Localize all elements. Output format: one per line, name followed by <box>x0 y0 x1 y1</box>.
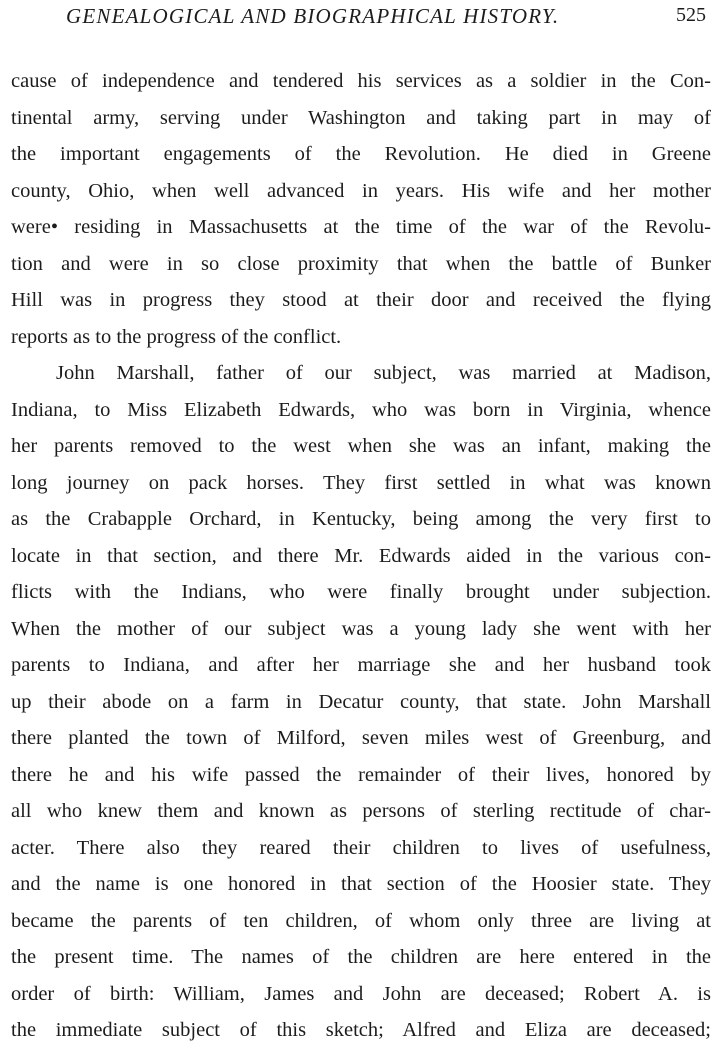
text-line: the present time. The names of the children are here entered in the <box>11 946 711 968</box>
text-line: When the mother of our subject was a young lady she went with her <box>11 617 711 640</box>
text-line: and the name is one honored in that section of the Hoosier state. They <box>11 873 711 895</box>
text-line: tinental army, serving under Washington and taking part in may of <box>11 106 711 129</box>
running-head <box>0 4 720 36</box>
text-line: acter. There also they reared their children to lives of usefulness, <box>11 836 711 859</box>
text-line: Hill was in progress they stood at their door and received the flying <box>11 289 711 311</box>
body-text <box>11 63 711 1048</box>
text-line: cause of independence and tendered his services as a soldier in the Con- <box>11 70 711 92</box>
paragraph-end-line: reports as to the progress of the conflict. <box>11 325 342 348</box>
text-line: there he and his wife passed the remainder of their lives, honored by <box>11 763 711 786</box>
text-line: were• residing in Massachusetts at the time of the war of the Revolu- <box>11 216 711 238</box>
text-line: the immediate subject of this sketch; Alfred and Eliza are deceased; <box>11 1019 711 1041</box>
text-line: tion and were in so close proximity that when the battle of Bunker <box>11 252 711 275</box>
text-line: her parents removed to the west when she was an infant, making the <box>11 435 711 457</box>
text-line: there planted the town of Milford, seven miles west of Greenburg, and <box>11 727 711 749</box>
paragraph-start-line: John Marshall, father of our subject, was married at Madison, <box>56 362 711 384</box>
text-line: long journey on pack horses. They first settled in what was known <box>11 471 711 494</box>
text-line: the important engagements of the Revolution. He died in Greene <box>11 143 711 165</box>
text-line: Indiana, to Miss Elizabeth Edwards, who was born in Virginia, whence <box>11 398 711 421</box>
text-line: county, Ohio, when well advanced in years. His wife and her mother <box>11 179 711 202</box>
text-line: as the Crabapple Orchard, in Kentucky, being among the very first to <box>11 508 711 530</box>
text-line: order of birth: William, James and John are deceased; Robert A. is <box>11 982 711 1005</box>
text-line: became the parents of ten children, of whom only three are living at <box>11 909 711 932</box>
page-number: 525 <box>676 4 706 26</box>
text-line: parents to Indiana, and after her marriage she and her husband took <box>11 654 711 676</box>
running-title: GENEALOGICAL AND BIOGRAPHICAL HISTORY. <box>66 4 560 28</box>
text-line: locate in that section, and there Mr. Edwards aided in the various con- <box>11 544 711 567</box>
text-line: up their abode on a farm in Decatur county, that state. John Marshall <box>11 690 711 713</box>
text-line: all who knew them and known as persons of sterling rectitude of char- <box>11 800 711 822</box>
text-line: flicts with the Indians, who were finally brought under subjection. <box>11 581 711 603</box>
